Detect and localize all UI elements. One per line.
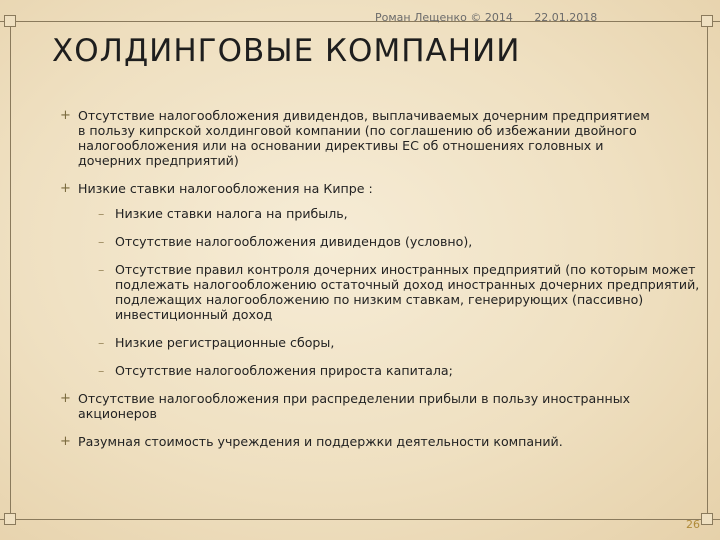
sub-bullet-text: Отсутствие налогообложения прироста капитала; bbox=[115, 363, 453, 378]
frame-bottom-line bbox=[0, 519, 720, 520]
slide-content bbox=[60, 108, 700, 449]
slide-title: ХОЛДИНГОВЫЕ КОМПАНИИ bbox=[52, 33, 521, 69]
header-author: Роман Лещенко © 2014 bbox=[375, 11, 513, 24]
sub-bullet-text: Низкие ставки налога на прибыль, bbox=[115, 206, 348, 221]
bullet-text: Отсутствие налогообложения дивидендов, выплачиваемых дочерним предприятием в пользу кипрской холдинговой компании (по соглашению об избежании двойного налогообложения или на основании директивы ЕС об отношениях головных и дочерних предприятий) bbox=[78, 108, 650, 168]
bullet-text: Отсутствие налогообложения при распределении прибыли в пользу иностранных акционеров bbox=[78, 391, 631, 421]
header-date: 22.01.2018 bbox=[534, 11, 598, 24]
sub-bullet-text: Отсутствие налогообложения дивидендов (условно), bbox=[115, 234, 473, 249]
plus-bullet-icon: + bbox=[60, 391, 71, 406]
bullet-item bbox=[60, 391, 660, 421]
page-number: 26 bbox=[686, 518, 700, 531]
dash-bullet-icon: – bbox=[98, 363, 105, 378]
plus-bullet-icon: + bbox=[60, 108, 71, 123]
bullet-item bbox=[60, 181, 660, 196]
sub-bullet-item bbox=[60, 262, 715, 322]
dash-bullet-icon: – bbox=[98, 262, 105, 277]
dash-bullet-icon: – bbox=[98, 234, 105, 249]
dash-bullet-icon: – bbox=[98, 206, 105, 221]
bullet-text: Низкие ставки налогообложения на Кипре : bbox=[78, 181, 373, 196]
frame-top-line bbox=[0, 21, 720, 22]
bullet-item bbox=[60, 434, 660, 449]
dash-bullet-icon: – bbox=[98, 335, 105, 350]
bullet-item bbox=[60, 108, 660, 168]
sub-bullet-item bbox=[60, 206, 660, 221]
sub-bullet-item bbox=[60, 234, 660, 249]
plus-bullet-icon: + bbox=[60, 434, 71, 449]
bullet-text: Разумная стоимость учреждения и поддержки деятельности компаний. bbox=[78, 434, 563, 449]
sub-bullet-text: Отсутствие правил контроля дочерних иностранных предприятий (по которым может подлежать налогообложению остаточный доход иностранных дочерних предприятий, подлежащих налогообложению по низким ставкам, генерирующих (пассивно) инвестиционный доход bbox=[115, 262, 700, 322]
frame-corner-top-left bbox=[4, 15, 16, 27]
sub-bullet-text: Низкие регистрационные сборы, bbox=[115, 335, 335, 350]
frame-corner-bottom-left bbox=[4, 513, 16, 525]
sub-bullet-item bbox=[60, 335, 660, 350]
slide-header bbox=[375, 11, 597, 24]
sub-bullet-item bbox=[60, 363, 660, 378]
frame-left-line bbox=[10, 21, 11, 519]
frame-corner-top-right bbox=[701, 15, 713, 27]
frame-corner-bottom-right bbox=[701, 513, 713, 525]
plus-bullet-icon: + bbox=[60, 181, 71, 196]
